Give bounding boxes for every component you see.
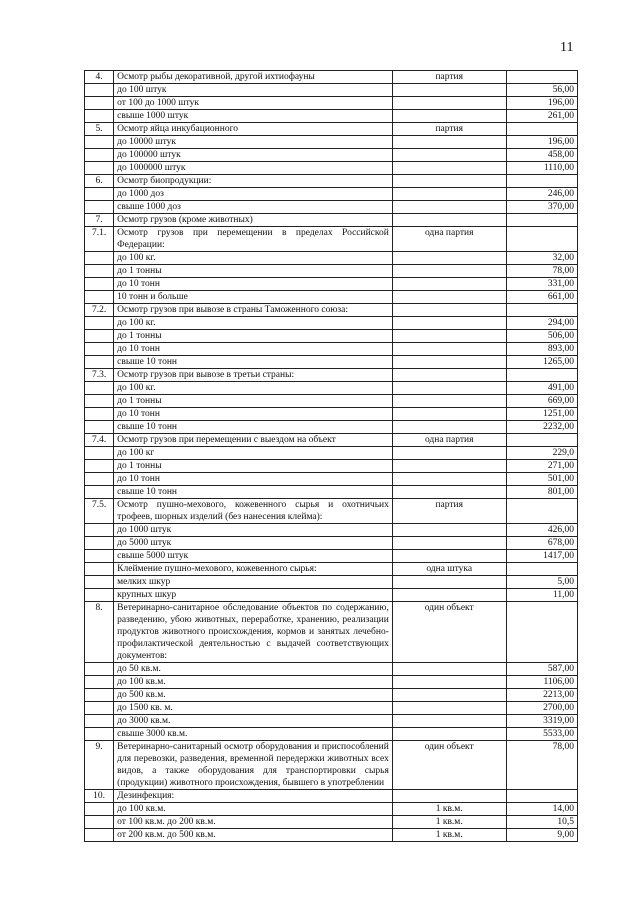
item-number-cell: 8.: [85, 602, 114, 663]
item-number-cell: 4.: [85, 71, 114, 84]
table-row: [85, 382, 578, 395]
item-number-cell: [85, 663, 114, 676]
item-number-cell: [85, 803, 114, 816]
unit-cell: [392, 447, 506, 460]
item-number-cell: 9.: [85, 741, 114, 790]
description-cell: до 1 тонны: [114, 265, 393, 278]
table-row: [85, 291, 578, 304]
description-cell: от 100 кв.м. до 200 кв.м.: [114, 816, 393, 829]
description-cell: до 1 тонны: [114, 460, 393, 473]
description-cell: Клеймение пушно-мехового, кожевенного сырья:: [114, 563, 393, 576]
unit-cell: [392, 291, 506, 304]
item-number-cell: [85, 816, 114, 829]
table-row: [85, 473, 578, 486]
unit-cell: партия: [392, 123, 506, 136]
unit-cell: [392, 136, 506, 149]
table-row: [85, 816, 578, 829]
price-cell: 5533,00: [506, 728, 577, 741]
unit-cell: одна партия: [392, 227, 506, 252]
unit-cell: [392, 175, 506, 188]
unit-cell: [392, 97, 506, 110]
table-row: [85, 537, 578, 550]
price-cell: [506, 790, 577, 803]
description-cell: свыше 1000 штук: [114, 110, 393, 123]
description-cell: свыше 3000 кв.м.: [114, 728, 393, 741]
item-number-cell: [85, 149, 114, 162]
description-cell: свыше 10 тонн: [114, 356, 393, 369]
item-number-cell: [85, 447, 114, 460]
item-number-cell: [85, 201, 114, 214]
item-number-cell: [85, 278, 114, 291]
table-row: [85, 803, 578, 816]
description-cell: до 100000 штук: [114, 149, 393, 162]
price-cell: 661,00: [506, 291, 577, 304]
unit-cell: [392, 265, 506, 278]
unit-cell: [392, 460, 506, 473]
item-number-cell: [85, 395, 114, 408]
table-row: [85, 421, 578, 434]
description-cell: Осмотр яйца инкубационного: [114, 123, 393, 136]
table-row: [85, 550, 578, 563]
price-cell: 1265,00: [506, 356, 577, 369]
price-cell: 3319,00: [506, 715, 577, 728]
description-cell: до 5000 штук: [114, 537, 393, 550]
unit-cell: одна партия: [392, 434, 506, 447]
unit-cell: [392, 201, 506, 214]
table-row: [85, 663, 578, 676]
price-cell: [506, 563, 577, 576]
description-cell: Осмотр грузов при перемещении с выездом на объект: [114, 434, 393, 447]
description-cell: до 10 тонн: [114, 473, 393, 486]
table-row: [85, 304, 578, 317]
item-number-cell: [85, 291, 114, 304]
table-row: [85, 201, 578, 214]
table-row: [85, 715, 578, 728]
unit-cell: [392, 524, 506, 537]
table-row: [85, 227, 578, 252]
table-row: [85, 499, 578, 524]
price-cell: 458,00: [506, 149, 577, 162]
unit-cell: партия: [392, 71, 506, 84]
price-cell: [506, 227, 577, 252]
description-cell: до 10 тонн: [114, 278, 393, 291]
item-number-cell: [85, 188, 114, 201]
item-number-cell: [85, 460, 114, 473]
unit-cell: [392, 473, 506, 486]
item-number-cell: [85, 317, 114, 330]
price-cell: [506, 434, 577, 447]
description-cell: Осмотр грузов (кроме животных): [114, 214, 393, 227]
description-cell: до 1500 кв. м.: [114, 702, 393, 715]
unit-cell: [392, 676, 506, 689]
description-cell: до 50 кв.м.: [114, 663, 393, 676]
item-number-cell: 7.2.: [85, 304, 114, 317]
price-cell: 246,00: [506, 188, 577, 201]
price-cell: 587,00: [506, 663, 577, 676]
item-number-cell: 5.: [85, 123, 114, 136]
description-cell: до 100 кв.м.: [114, 676, 393, 689]
price-cell: 261,00: [506, 110, 577, 123]
description-cell: Осмотр грузов при вывозе в третьи страны:: [114, 369, 393, 382]
price-cell: 501,00: [506, 473, 577, 486]
price-cell: 271,00: [506, 460, 577, 473]
table-row: [85, 162, 578, 175]
unit-cell: [392, 84, 506, 97]
table-row: [85, 563, 578, 576]
price-cell: 426,00: [506, 524, 577, 537]
table-row: [85, 790, 578, 803]
unit-cell: партия: [392, 499, 506, 524]
description-cell: до 10 тонн: [114, 343, 393, 356]
price-cell: 9,00: [506, 829, 577, 842]
description-cell: от 100 до 1000 штук: [114, 97, 393, 110]
description-cell: свыше 1000 доз: [114, 201, 393, 214]
price-cell: 196,00: [506, 136, 577, 149]
item-number-cell: [85, 676, 114, 689]
description-cell: до 1 тонны: [114, 395, 393, 408]
description-cell: до 1000000 штук: [114, 162, 393, 175]
description-cell: Осмотр грузов при перемещении в пределах Российской Федерации:: [114, 227, 393, 252]
description-cell: Осмотр пушно-мехового, кожевенного сырья и охотничьих трофеев, шорных изделий (без нанесения клейма):: [114, 499, 393, 524]
unit-cell: [392, 689, 506, 702]
table-row: [85, 369, 578, 382]
unit-cell: [392, 252, 506, 265]
price-cell: [506, 123, 577, 136]
item-number-cell: [85, 343, 114, 356]
description-cell: до 100 кг.: [114, 317, 393, 330]
table-row: [85, 343, 578, 356]
table-row: [85, 214, 578, 227]
item-number-cell: [85, 715, 114, 728]
unit-cell: 1 кв.м.: [392, 803, 506, 816]
description-cell: до 500 кв.м.: [114, 689, 393, 702]
price-cell: 1110,00: [506, 162, 577, 175]
table-row: [85, 278, 578, 291]
table-row: [85, 589, 578, 602]
unit-cell: [392, 576, 506, 589]
unit-cell: [392, 702, 506, 715]
unit-cell: [392, 790, 506, 803]
description-cell: до 3000 кв.м.: [114, 715, 393, 728]
table-row: [85, 728, 578, 741]
table-row: [85, 447, 578, 460]
description-cell: Дезинфекция:: [114, 790, 393, 803]
description-cell: Осмотр грузов при вывозе в страны Таможенного союза:: [114, 304, 393, 317]
price-cell: [506, 602, 577, 663]
description-cell: до 1000 штук: [114, 524, 393, 537]
item-number-cell: [85, 576, 114, 589]
item-number-cell: 7.1.: [85, 227, 114, 252]
table-row: [85, 702, 578, 715]
unit-cell: [392, 330, 506, 343]
unit-cell: 1 кв.м.: [392, 816, 506, 829]
table-row: [85, 460, 578, 473]
table-row: [85, 486, 578, 499]
description-cell: 10 тонн и больше: [114, 291, 393, 304]
table-row: [85, 84, 578, 97]
item-number-cell: [85, 265, 114, 278]
unit-cell: [392, 486, 506, 499]
description-cell: от 200 кв.м. до 500 кв.м.: [114, 829, 393, 842]
unit-cell: [392, 149, 506, 162]
table-row: [85, 689, 578, 702]
item-number-cell: [85, 97, 114, 110]
unit-cell: [392, 304, 506, 317]
table-row: [85, 252, 578, 265]
price-cell: 1251,00: [506, 408, 577, 421]
price-cell: 678,00: [506, 537, 577, 550]
item-number-cell: [85, 486, 114, 499]
unit-cell: [392, 728, 506, 741]
price-table-body: [85, 71, 578, 842]
unit-cell: [392, 663, 506, 676]
item-number-cell: [85, 524, 114, 537]
price-table: [84, 70, 578, 842]
table-row: [85, 434, 578, 447]
unit-cell: [392, 278, 506, 291]
table-row: [85, 741, 578, 790]
table-row: [85, 149, 578, 162]
unit-cell: [392, 715, 506, 728]
unit-cell: 1 кв.м.: [392, 829, 506, 842]
unit-cell: [392, 317, 506, 330]
unit-cell: [392, 395, 506, 408]
unit-cell: один объект: [392, 741, 506, 790]
price-cell: 2213,00: [506, 689, 577, 702]
unit-cell: [392, 550, 506, 563]
table-row: [85, 188, 578, 201]
unit-cell: одна штука: [392, 563, 506, 576]
price-cell: 11,00: [506, 589, 577, 602]
unit-cell: [392, 214, 506, 227]
description-cell: Ветеринарно-санитарное обследование объектов по содержанию, разведению, убою животных, переработке, хранению, реализации продуктов животного происхождения, кормов и занятых лечебно-профилактической деятельностью с выдачей соответствующих документов:: [114, 602, 393, 663]
table-row: [85, 175, 578, 188]
table-row: [85, 676, 578, 689]
description-cell: до 10000 штук: [114, 136, 393, 149]
price-cell: 801,00: [506, 486, 577, 499]
item-number-cell: [85, 550, 114, 563]
price-cell: 669,00: [506, 395, 577, 408]
item-number-cell: [85, 728, 114, 741]
description-cell: крупных шкур: [114, 589, 393, 602]
item-number-cell: [85, 537, 114, 550]
item-number-cell: [85, 473, 114, 486]
table-row: [85, 110, 578, 123]
item-number-cell: [85, 162, 114, 175]
unit-cell: [392, 343, 506, 356]
item-number-cell: [85, 84, 114, 97]
item-number-cell: [85, 110, 114, 123]
table-row: [85, 265, 578, 278]
price-cell: [506, 71, 577, 84]
item-number-cell: [85, 563, 114, 576]
price-cell: 2700,00: [506, 702, 577, 715]
unit-cell: [392, 356, 506, 369]
price-cell: 1106,00: [506, 676, 577, 689]
item-number-cell: [85, 702, 114, 715]
description-cell: свыше 5000 штук: [114, 550, 393, 563]
price-cell: 14,00: [506, 803, 577, 816]
item-number-cell: 7.3.: [85, 369, 114, 382]
unit-cell: [392, 162, 506, 175]
unit-cell: [392, 110, 506, 123]
price-cell: 1417,00: [506, 550, 577, 563]
table-row: [85, 97, 578, 110]
price-cell: 294,00: [506, 317, 577, 330]
item-number-cell: [85, 136, 114, 149]
price-cell: 10,5: [506, 816, 577, 829]
item-number-cell: [85, 829, 114, 842]
price-cell: [506, 214, 577, 227]
item-number-cell: 10.: [85, 790, 114, 803]
unit-cell: [392, 382, 506, 395]
price-cell: 2232,00: [506, 421, 577, 434]
description-cell: до 100 кг.: [114, 252, 393, 265]
description-cell: свыше 10 тонн: [114, 486, 393, 499]
description-cell: до 100 штук: [114, 84, 393, 97]
price-cell: 491,00: [506, 382, 577, 395]
description-cell: Осмотр рыбы декоративной, другой ихтиофауны: [114, 71, 393, 84]
description-cell: Осмотр биопродукции:: [114, 175, 393, 188]
item-number-cell: [85, 689, 114, 702]
price-cell: 893,00: [506, 343, 577, 356]
page-number: 11: [560, 40, 574, 55]
item-number-cell: 7.4.: [85, 434, 114, 447]
description-cell: до 10 тонн: [114, 408, 393, 421]
table-row: [85, 395, 578, 408]
price-cell: 32,00: [506, 252, 577, 265]
description-cell: до 100 кв.м.: [114, 803, 393, 816]
item-number-cell: 7.: [85, 214, 114, 227]
unit-cell: [392, 589, 506, 602]
unit-cell: [392, 408, 506, 421]
item-number-cell: 7.5.: [85, 499, 114, 524]
item-number-cell: [85, 382, 114, 395]
price-cell: [506, 499, 577, 524]
unit-cell: [392, 537, 506, 550]
description-cell: до 100 кг: [114, 447, 393, 460]
item-number-cell: [85, 330, 114, 343]
item-number-cell: [85, 589, 114, 602]
price-cell: [506, 369, 577, 382]
price-cell: 229,0: [506, 447, 577, 460]
unit-cell: [392, 369, 506, 382]
table-row: [85, 356, 578, 369]
table-row: [85, 123, 578, 136]
item-number-cell: [85, 408, 114, 421]
table-row: [85, 602, 578, 663]
item-number-cell: 6.: [85, 175, 114, 188]
description-cell: до 100 кг.: [114, 382, 393, 395]
description-cell: до 1 тонны: [114, 330, 393, 343]
description-cell: Ветеринарно-санитарный осмотр оборудования и приспособлений для перевозки, разведения, временной передержки животных всех видов, а также оборудования для транспортировки сырья (продукции) животного происхождения, бывшего в употреблении: [114, 741, 393, 790]
table-row: [85, 317, 578, 330]
price-cell: 196,00: [506, 97, 577, 110]
price-cell: 370,00: [506, 201, 577, 214]
item-number-cell: [85, 421, 114, 434]
price-cell: [506, 304, 577, 317]
description-cell: свыше 10 тонн: [114, 421, 393, 434]
unit-cell: [392, 421, 506, 434]
table-row: [85, 524, 578, 537]
price-cell: 56,00: [506, 84, 577, 97]
unit-cell: один объект: [392, 602, 506, 663]
price-cell: 506,00: [506, 330, 577, 343]
table-row: [85, 576, 578, 589]
price-cell: 5,00: [506, 576, 577, 589]
description-cell: мелких шкур: [114, 576, 393, 589]
price-cell: 331,00: [506, 278, 577, 291]
table-row: [85, 136, 578, 149]
description-cell: до 1000 доз: [114, 188, 393, 201]
table-row: [85, 408, 578, 421]
price-cell: 78,00: [506, 265, 577, 278]
item-number-cell: [85, 252, 114, 265]
unit-cell: [392, 188, 506, 201]
price-cell: 78,00: [506, 741, 577, 790]
table-row: [85, 330, 578, 343]
item-number-cell: [85, 356, 114, 369]
table-row: [85, 829, 578, 842]
price-cell: [506, 175, 577, 188]
table-row: [85, 71, 578, 84]
